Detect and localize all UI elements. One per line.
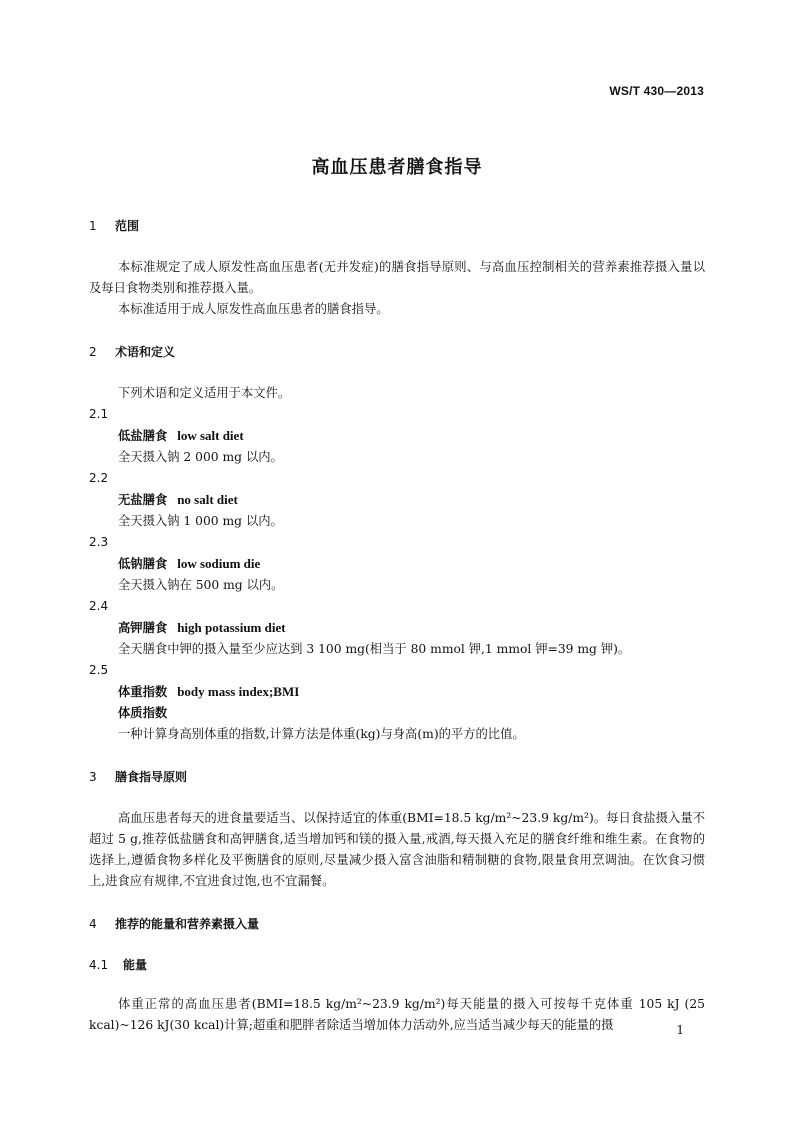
term-number: 2.3	[89, 535, 109, 549]
subsection-title: 能量	[123, 958, 148, 972]
term-number: 2.5	[89, 663, 109, 677]
section-title: 推荐的能量和营养素摄入量	[115, 917, 260, 931]
paragraph: 体重正常的高血压患者(BMI=18.5 kg/m²~23.9 kg/m²)每天能量的摄入可按每千克体重 105 kJ (25 kcal)~126 kJ(30 kcal)计算;超重和肥胖者除适当增加体力活动外,应当适当减少每天的能量的摄	[89, 997, 705, 1032]
term-en: body mass index;BMI	[177, 684, 300, 699]
term-number: 2.4	[89, 599, 109, 613]
term-alternate: 体质指数	[118, 706, 168, 720]
section-2-heading	[89, 342, 705, 363]
section-4-heading	[89, 914, 705, 935]
section-title: 术语和定义	[115, 345, 176, 359]
term-definition: 一种计算身高别体重的指数,计算方法是体重(kg)与身高(m)的平方的比值。	[118, 727, 525, 741]
term-en: high potassium diet	[177, 620, 286, 635]
term-entry	[89, 681, 705, 703]
term-number: 2.1	[89, 407, 109, 421]
term-entry	[89, 553, 705, 575]
term-zh: 高钾膳食	[118, 621, 168, 635]
term-definition: 全天摄入钠 1 000 mg 以内。	[118, 514, 283, 528]
section-number: 4	[89, 917, 97, 931]
document-title: 高血压患者膳食指导	[311, 157, 483, 178]
term-en: low salt diet	[177, 428, 244, 443]
term-definition: 全天膳食中钾的摄入量至少应达到 3 100 mg(相当于 80 mmol 钾,1 mmol 钾=39 mg 钾)。	[118, 642, 631, 656]
section-title: 膳食指导原则	[115, 770, 188, 784]
section-number: 3	[89, 770, 97, 784]
standard-code: WS/T 430—2013	[609, 84, 704, 98]
section-number: 1	[89, 219, 97, 233]
term-entry	[89, 425, 705, 447]
term-zh: 低钠膳食	[118, 557, 168, 571]
subsection-number: 4.1	[89, 958, 109, 972]
subsection-4-1-heading	[89, 955, 705, 976]
paragraph: 本标准适用于成人原发性高血压患者的膳食指导。	[118, 302, 389, 316]
section-title: 范围	[115, 219, 140, 233]
term-definition: 全天摄入钠在 500 mg 以内。	[118, 578, 284, 592]
term-zh: 无盐膳食	[118, 493, 168, 507]
section-1-heading	[89, 216, 705, 237]
section-number: 2	[89, 345, 97, 359]
term-entry	[89, 489, 705, 511]
term-en: no salt diet	[177, 492, 238, 507]
document-body	[89, 216, 705, 1036]
paragraph: 下列术语和定义适用于本文件。	[118, 386, 291, 400]
page-number: 1	[676, 1023, 684, 1037]
section-3-heading	[89, 767, 705, 788]
term-number: 2.2	[89, 471, 109, 485]
term-definition: 全天摄入钠 2 000 mg 以内。	[118, 450, 283, 464]
term-zh: 低盐膳食	[118, 429, 168, 443]
term-entry	[89, 617, 705, 639]
term-en: low sodium die	[177, 556, 261, 571]
term-zh: 体重指数	[118, 685, 168, 699]
paragraph: 高血压患者每天的进食量要适当、以保持适宜的体重(BMI=18.5 kg/m²~23.9 kg/m²)。每日食盐摄入量不超过 5 g,推荐低盐膳食和高钾膳食,适当增加钙和镁的摄入量,戒酒,每天摄入充足的膳食纤维和维生素。在食物的选择上,遵循食物多样化及平衡膳食的原则,尽量减少摄入富含油脂和精制糖的食物,限量食用烹调油。在饮食习惯上,进食应有规律,不宜进食过饱,也不宜漏餐。	[89, 811, 705, 888]
paragraph: 本标准规定了成人原发性高血压患者(无并发症)的膳食指导原则、与高血压控制相关的营养素推荐摄入量以及每日食物类别和推荐摄入量。	[89, 260, 705, 295]
